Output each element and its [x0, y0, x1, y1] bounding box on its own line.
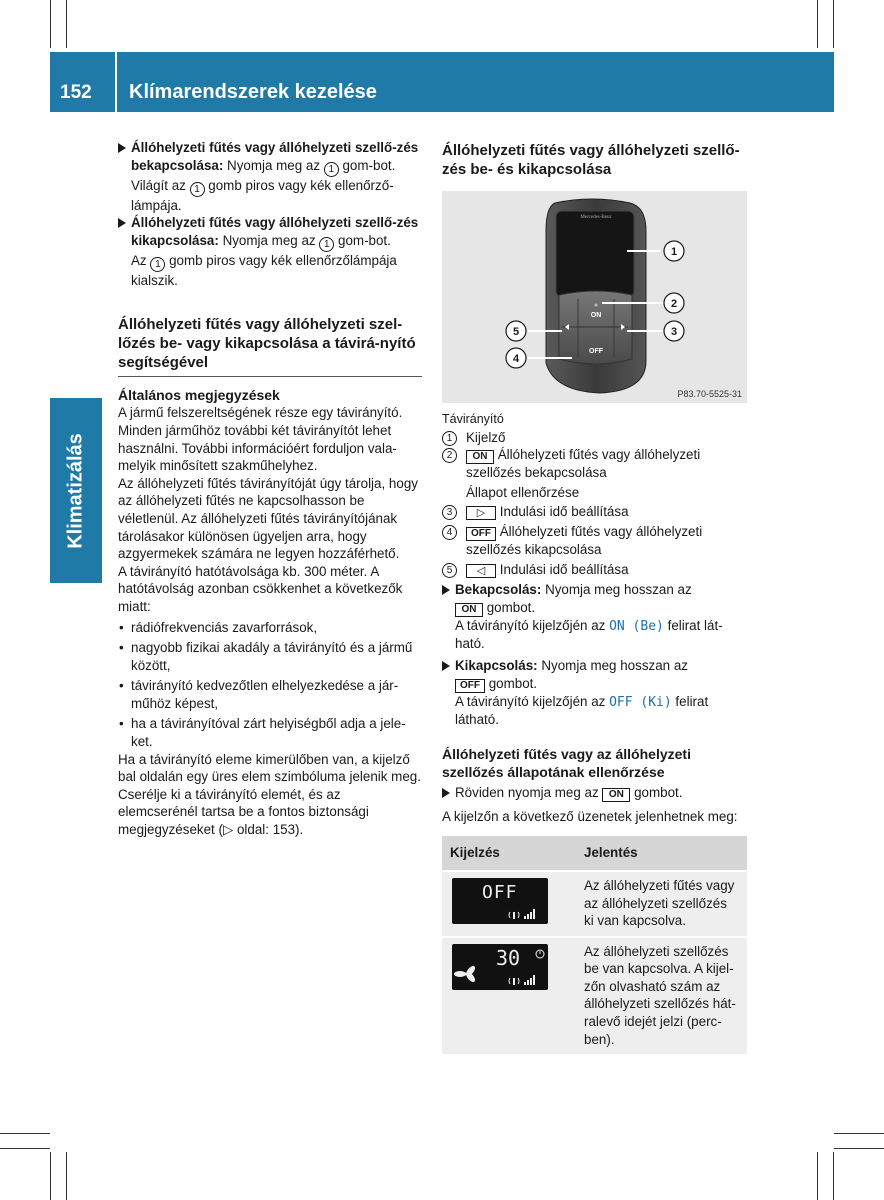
- section-title: Állóhelyzeti fűtés vagy állóhelyzeti szellő-zés be- és kikapcsolása: [442, 142, 740, 178]
- display-cell: [442, 937, 576, 1055]
- table-header: Jelentés: [576, 836, 747, 871]
- crop-mark: [833, 0, 834, 48]
- table-header: Kijelzés: [442, 836, 576, 871]
- on-key-icon: ON: [466, 450, 494, 464]
- crop-mark: [50, 0, 51, 48]
- legend-item-extra: Állapot ellenőrzése: [466, 484, 580, 500]
- list-item: • ha a távirányítóval zárt helyiségből adja a jele-ket.: [118, 715, 422, 750]
- section-rule: [118, 376, 422, 377]
- on-button-label: ON: [590, 312, 602, 319]
- fan-and-timer-icons: [452, 944, 548, 990]
- legend-item: 5 ◁ Indulási idő beállítása: [442, 561, 747, 579]
- brand-label: Mercedes-Benz: [580, 215, 612, 220]
- legend-item: 3 ▷ Indulási idő beállítása: [442, 503, 747, 521]
- left-column: [118, 139, 422, 839]
- paragraph: Ha a távirányító eleme kimerülőben van, a kijelző bal oldalán egy üres elem szimbóluma jelenik meg. Cserélje ki a távirányító elemét, és az elemcserénél tartsa be a fontos biztonsági megjegyzéseket (▷ oldal: 153).: [118, 751, 421, 838]
- chapter-tab-label: Klimatizálás: [64, 432, 87, 549]
- lcd-display-off: OFF: [452, 878, 548, 924]
- paragraph: Az állóhelyzeti fűtés távirányítóját úgy tárolja, hogy az állóhelyzeti fűtés ne kapcsolhasson be véletlenül. Az állóhelyzeti fűtés távirányítójának tárolásakor különösen ügyeljen arra, hogy azgyermekek számára ne legyen hozzáférhető.: [118, 475, 418, 562]
- instruction-step: Bekapcsolás: Nyomja meg hosszan az ON gombot. A távirányító kijelzőjén az ON (Be) felirat lát-ható.: [442, 581, 747, 653]
- paragraph: A távirányító hatótávolsága kb. 300 méter. A hatótávolság azonban csökkenhet a következők miatt:: [118, 563, 403, 614]
- crop-mark: [66, 1152, 67, 1200]
- signal-icon: [452, 878, 548, 924]
- table-row: [442, 937, 747, 1055]
- callout-1: 1: [670, 246, 678, 258]
- crop-mark: [66, 0, 67, 48]
- callout-3: 3: [670, 326, 678, 338]
- page-title: Klímarendszerek kezelése: [129, 81, 377, 103]
- remote-control-figure: [442, 191, 747, 403]
- list-item: • nagyobb fizikai akadály a távirányító és a jármű között,: [118, 639, 422, 674]
- list-item: • távirányító kedvezőtlen elhelyezkedése a jár-műhöz képest,: [118, 677, 422, 712]
- paragraph: A jármű felszereltségének része egy távirányító. Minden járműhöz további két távirányítót lehet használni. További információért forduljon vala-melyik minősített szakműhelyhez.: [118, 405, 403, 474]
- crop-mark: [834, 1148, 884, 1149]
- callout-5: 5: [512, 326, 520, 338]
- meaning-cell: Az állóhelyzeti fűtés vagy az állóhelyzeti szellőzés ki van kapcsolva.: [576, 871, 747, 937]
- instruction-step: Állóhelyzeti fűtés vagy állóhelyzeti szellő-zés kikapcsolása: Nyomja meg az 1 gom-bot. Az 1 gomb piros vagy kék ellenőrzőlámpája kialszik.: [118, 214, 422, 289]
- status-table: [442, 836, 747, 1054]
- instruction-step: Állóhelyzeti fűtés vagy állóhelyzeti szellő-zés bekapcsolása: Nyomja meg az 1 gom-bot. Világít az 1 gomb piros vagy kék ellenőrző-lámpája.: [118, 139, 422, 214]
- page-number: 152: [60, 82, 92, 103]
- crop-mark: [817, 0, 818, 48]
- chapter-tab: [50, 398, 102, 583]
- crop-mark: [834, 1133, 884, 1134]
- page-header: [50, 52, 834, 112]
- callout-4: 4: [512, 353, 520, 365]
- table-row: [442, 871, 747, 937]
- figure-code: P83.70-5525-31: [677, 389, 742, 399]
- right-column: [442, 141, 747, 1054]
- table-header-row: [442, 836, 747, 871]
- lcd-display-ventilation: 30: [452, 944, 548, 990]
- display-cell: [442, 871, 576, 937]
- fan-icon: [454, 964, 477, 983]
- header-divider: [115, 52, 117, 112]
- off-button-label: OFF: [589, 348, 603, 355]
- crop-mark: [0, 1148, 50, 1149]
- figure-caption: Távirányító: [442, 412, 504, 426]
- crop-mark: [817, 1152, 818, 1200]
- legend-item: 1 Kijelző: [442, 429, 747, 447]
- remote-control-illustration: [442, 191, 747, 403]
- callout-2: 2: [670, 298, 678, 310]
- left-arrow-key-icon: ◁: [466, 564, 496, 578]
- section-title: Állóhelyzeti fűtés vagy állóhelyzeti szel-lőzés be- vagy kikapcsolása a távirá-nyító segítségével: [118, 316, 416, 372]
- crop-mark: [833, 1152, 834, 1200]
- instruction-step: Röviden nyomja meg az ON gombot.: [442, 784, 747, 802]
- crop-mark: [0, 1133, 50, 1134]
- legend-item: 4 OFF Állóhelyzeti fűtés vagy állóhelyzeti szellőzés kikapcsolása: [442, 523, 747, 559]
- crop-mark: [50, 1152, 51, 1200]
- legend-item: 2 ON Állóhelyzeti fűtés vagy állóhelyzeti szellőzés bekapcsolása: [442, 446, 747, 482]
- right-arrow-key-icon: ▷: [466, 506, 496, 520]
- list-item: • rádiófrekvenciás zavarforrások,: [118, 619, 422, 637]
- meaning-cell: Az állóhelyzeti szellőzés be van kapcsolva. A kijel-zőn olvasható szám az állóhelyzeti szellőzés hát-ralevő idejét jelzi (perc-ben).: [576, 937, 747, 1055]
- off-key-icon: OFF: [466, 527, 496, 541]
- subsection-title: Állóhelyzeti fűtés vagy az állóhelyzeti szellőzés állapotának ellenőrzése: [442, 745, 691, 780]
- instruction-step: Kikapcsolás: Nyomja meg hosszan az OFF gombot. A távirányító kijelzőjén az OFF (Ki) felirat látható.: [442, 657, 747, 729]
- paragraph: A kijelzőn a következő üzenetek jelenhetnek meg:: [442, 808, 738, 824]
- subsection-title: Általános megjegyzések: [118, 387, 280, 404]
